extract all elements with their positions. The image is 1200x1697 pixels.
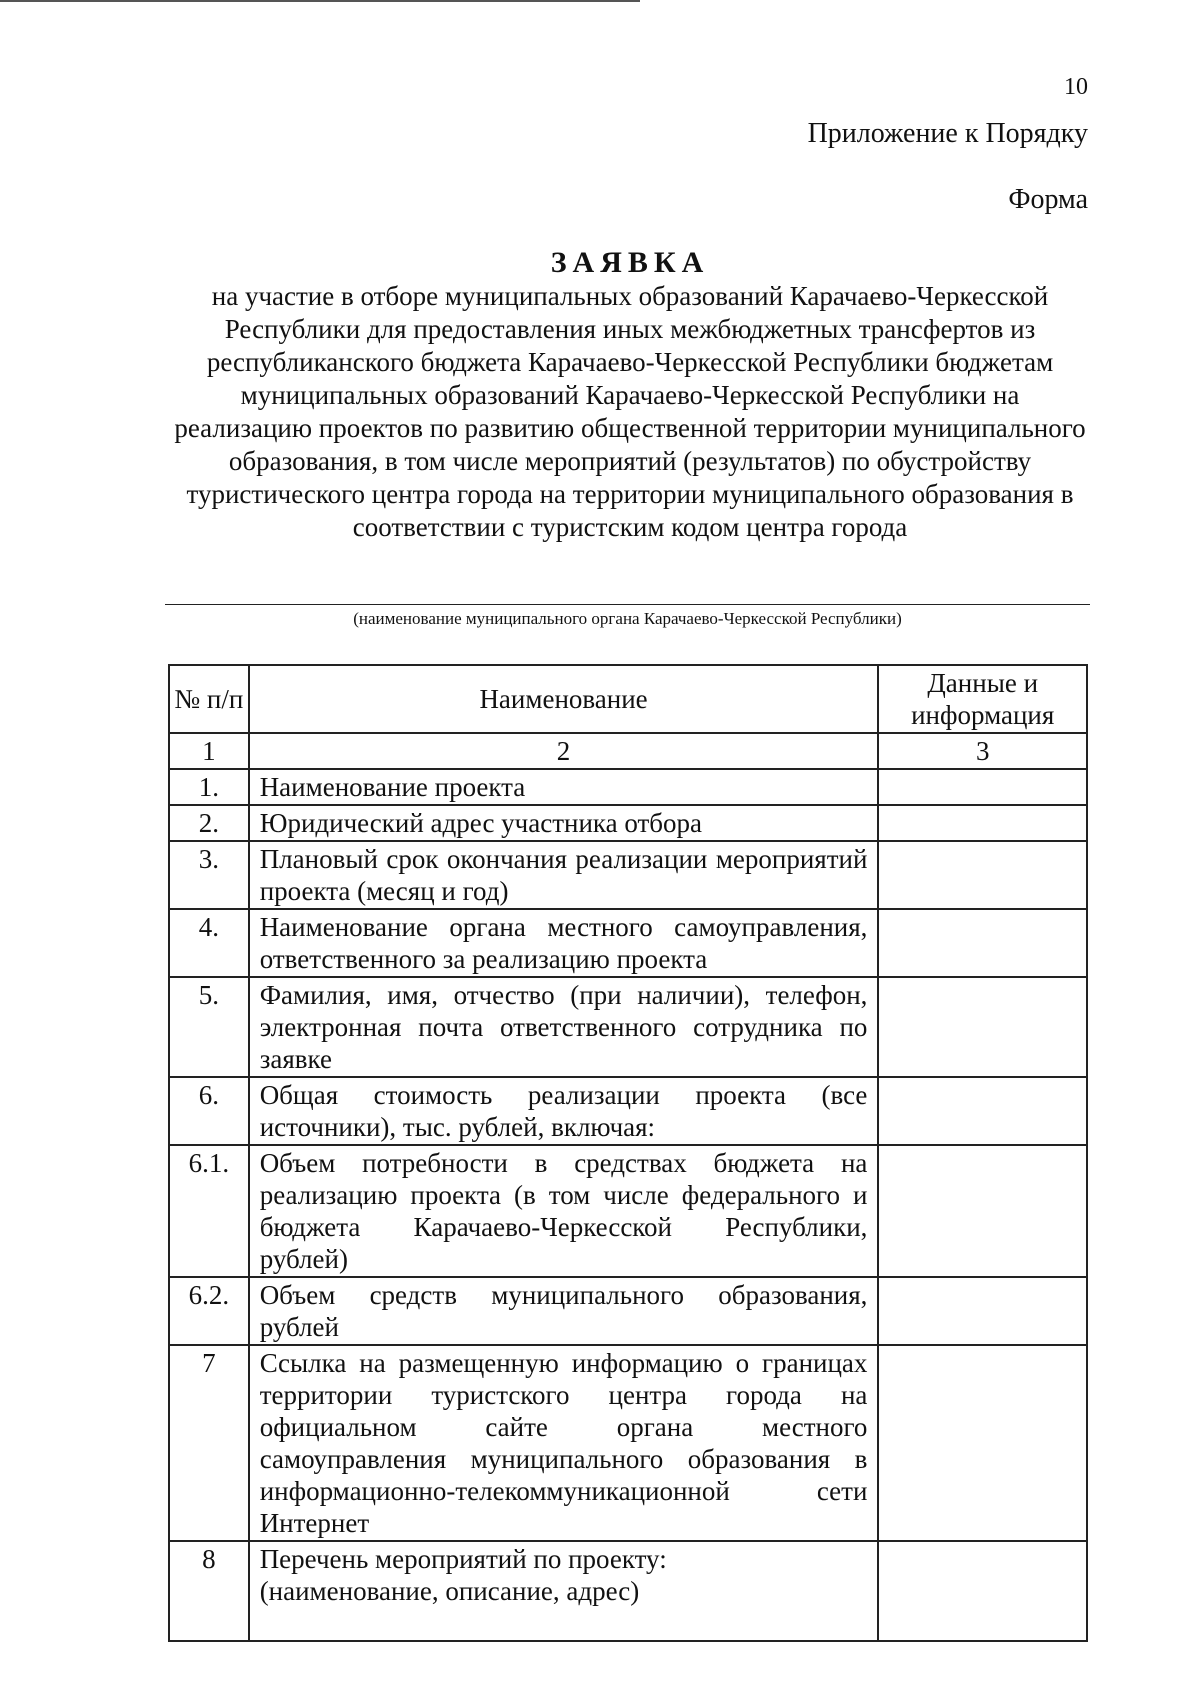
table-row: [169, 977, 1087, 1077]
table-header-row: [169, 665, 1087, 733]
row-name-block: [249, 1541, 879, 1641]
row-data-cell[interactable]: [878, 1077, 1087, 1145]
row-data-cell[interactable]: [878, 977, 1087, 1077]
row-name: Фамилия, имя, отчество (при наличии), телефон, электронная почта ответственного сотрудника по заявке: [249, 977, 879, 1077]
row-number: 7: [169, 1345, 249, 1541]
row-data-cell[interactable]: [878, 805, 1087, 841]
row-name: Перечень мероприятий по проекту:: [259, 1544, 667, 1574]
column-index: 2: [249, 733, 879, 769]
row-name: Наименование проекта: [249, 769, 879, 805]
row-number: 2.: [169, 805, 249, 841]
row-name: Юридический адрес участника отбора: [249, 805, 879, 841]
org-name-fill-line: [165, 604, 1090, 605]
header-num: № п/п: [169, 665, 249, 733]
row-name: Наименование органа местного самоуправления, ответственного за реализацию проекта: [249, 909, 879, 977]
row-name: Объем средств муниципального образования, рублей: [249, 1277, 879, 1345]
row-number: 5.: [169, 977, 249, 1077]
header-data: Данные и информация: [878, 665, 1087, 733]
column-index: 3: [878, 733, 1087, 769]
table-row: [169, 909, 1087, 977]
row-data-cell[interactable]: [878, 909, 1087, 977]
form-label: Форма: [1008, 184, 1088, 215]
row-number: 6.: [169, 1077, 249, 1145]
table-row: [169, 1077, 1087, 1145]
table-row: [169, 769, 1087, 805]
table-row: [169, 805, 1087, 841]
row-data-cell[interactable]: [878, 1345, 1087, 1541]
row-number: 6.2.: [169, 1277, 249, 1345]
row-name: Объем потребности в средствах бюджета на реализацию проекта (в том числе федерального и бюджета Карачаево-Черкесской Республики, рублей): [249, 1145, 879, 1277]
row-data-cell[interactable]: [878, 769, 1087, 805]
row-data-cell[interactable]: [878, 841, 1087, 909]
table-row: [169, 1277, 1087, 1345]
row-name: Плановый срок окончания реализации мероприятий проекта (месяц и год): [249, 841, 879, 909]
row-number: 4.: [169, 909, 249, 977]
row-number: 8: [169, 1541, 249, 1641]
column-index: 1: [169, 733, 249, 769]
page-number: 10: [1064, 74, 1088, 100]
row-data-cell[interactable]: [878, 1277, 1087, 1345]
appendix-label: Приложение к Порядку: [807, 118, 1088, 149]
column-index-row: [169, 733, 1087, 769]
org-name-caption: (наименование муниципального органа Карачаево-Черкесской Республики): [353, 609, 902, 628]
document-subtitle: на участие в отборе муниципальных образований Карачаево-Черкесской Республики для предоставления иных межбюджетных трансфертов из республиканского бюджета Карачаево-Черкесской Республики бюджетам муниципальных образований Карачаево-Черкесской Республики на реализацию проектов по развитию общественной территории муниципального образования, в том числе мероприятий (результатов) по обустройству туристического центра города на территории муниципального образования в соответствии с туристским кодом центра города: [174, 281, 1086, 542]
table-row: [169, 1541, 1087, 1641]
application-table: [168, 664, 1088, 1642]
row-data-cell[interactable]: [878, 1541, 1087, 1641]
table-row: [169, 1345, 1087, 1541]
row-data-cell[interactable]: [878, 1145, 1087, 1277]
table-row: [169, 841, 1087, 909]
row-name-note: (наименование, описание, адрес): [259, 1576, 640, 1606]
scan-edge-line: [0, 0, 640, 2]
row-number: 3.: [169, 841, 249, 909]
document-title: ЗАЯВКА: [550, 246, 710, 279]
row-name: Ссылка на размещенную информацию о границах территории туристского центра города на официальном сайте органа местного самоуправления муниципального образования в информационно-телекоммуникационной сети Интернет: [249, 1345, 879, 1541]
header-name: Наименование: [249, 665, 879, 733]
row-number: 6.1.: [169, 1145, 249, 1277]
row-number: 1.: [169, 769, 249, 805]
table-row: [169, 1145, 1087, 1277]
row-name: Общая стоимость реализации проекта (все источники), тыс. рублей, включая:: [249, 1077, 879, 1145]
